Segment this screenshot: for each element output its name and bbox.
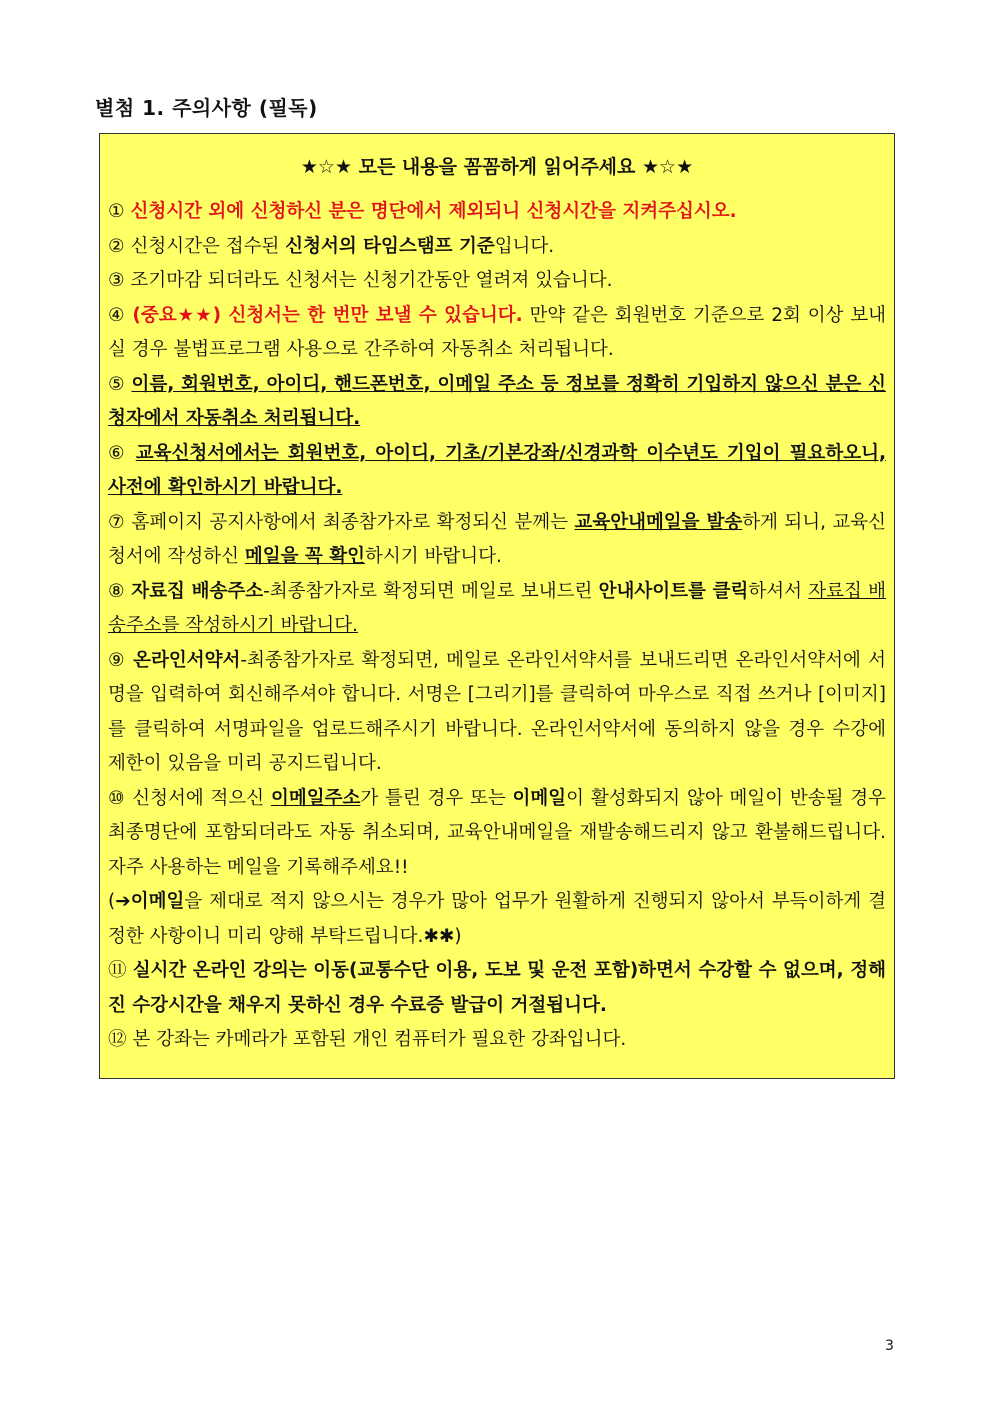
item-emphasis: 신청서의 타임스탬프 기준 xyxy=(285,235,495,257)
item-number: ⑫ xyxy=(108,1029,127,1050)
item-number: ② xyxy=(108,235,125,257)
item-text: 하시기 바랍니다. xyxy=(364,546,502,567)
item-number: ④ xyxy=(108,304,126,326)
note-emphasis: ➔이메일 xyxy=(115,891,185,912)
notice-item-2 xyxy=(108,230,886,265)
item-text: 신청서에 적으신 xyxy=(132,787,271,809)
page-number: 3 xyxy=(885,1338,894,1354)
item-text: -최종참가자로 확정되면 메일로 보내드린 xyxy=(263,580,599,602)
item-text: 가 틀린 경우 또는 xyxy=(360,787,513,809)
item-number: ① xyxy=(108,201,125,222)
item-text: 하셔서 xyxy=(748,580,809,602)
item-text: 입니다. xyxy=(494,235,555,257)
item-text: 하게 되니, 교육신청서에 작성하신 xyxy=(108,511,886,567)
item-emphasis: 안내사이트를 클릭 xyxy=(598,580,749,602)
notice-item-7 xyxy=(108,506,886,575)
item-text: 만약 같은 회원번호 기준으로 2회 이상 보내실 경우 불법프로그램 사용으로 간주하여 자동취소 처리됩니다. xyxy=(108,304,887,360)
item-emphasis: 이메일 xyxy=(512,787,567,809)
note-text: 을 제대로 적지 않으시는 경우가 많아 업무가 원활하게 진행되지 않아서 부득이하게 결정한 사항이니 미리 양해 부탁드립니다.✱✱) xyxy=(108,891,886,947)
notice-note xyxy=(108,885,886,954)
notice-item-11 xyxy=(108,954,886,1023)
item-text: 신청시간 외에 신청하신 분은 명단에서 제외되니 신청시간을 지켜주십시오. xyxy=(130,201,737,222)
item-text: 신청시간은 접수된 xyxy=(130,235,286,257)
item-text: 조기마감 되더라도 신청서는 신청기간동안 열려져 있습니다. xyxy=(130,270,613,291)
item-text: 이 활성화되지 않아 메일이 반송될 경우 최종명단에 포함되더라도 자동 취소되며, 교육안내메일을 재발송해드리지 않고 환불해드립니다. 자주 사용하는 메일을 기록해주세요!! xyxy=(108,787,887,878)
notice-header: ★☆★ 모든 내용을 꼼꼼하게 읽어주세요 ★☆★ xyxy=(300,156,694,178)
notice-item-6 xyxy=(108,437,886,506)
note-text: ( xyxy=(108,891,116,912)
item-text: -최종참가자로 확정되면, 메일로 온라인서약서를 보내드리면 온라인서약서에 서명을 입력하여 회신해주셔야 합니다. 서명은 [그리기]를 클릭하여 마우스로 직접 쓰거나 [이미지]를 클릭하여 서명파일을 업로드해주시기 바랍니다. 온라인서약서에 동의하지 않을 경우 수강에 제한이 있음을 미리 공지드립니다. xyxy=(108,649,886,774)
item-text: 실시간 온라인 강의는 이동(교통수단 이용, 도보 및 운전 포함)하면서 수강할 수 없으며, 정해진 수강시간을 채우지 못하신 경우 수료증 발급이 거절됩니다. xyxy=(108,960,886,1016)
notice-box xyxy=(99,133,895,1079)
item-emphasis: 자료집 배송주소 xyxy=(131,580,264,602)
item-text: 이름, 회원번호, 아이디, 핸드폰번호, 이메일 주소 등 정보를 정확히 기입하지 않으신 분은 신청자에서 자동취소 처리됩니다. xyxy=(108,373,886,429)
item-number: ⑥ xyxy=(108,442,128,464)
notice-item-5 xyxy=(108,368,886,437)
notice-item-3 xyxy=(108,264,886,299)
item-number: ⑧ xyxy=(108,580,125,602)
item-text: 본 강좌는 카메라가 포함된 개인 컴퓨터가 필요한 강좌입니다. xyxy=(132,1029,627,1050)
item-number: ⑦ xyxy=(108,511,126,533)
item-number: ③ xyxy=(108,270,125,291)
item-emphasis: 메일을 꼭 확인 xyxy=(244,546,365,567)
item-number: ⑤ xyxy=(108,373,126,395)
item-underlined: 자료집 배송주소를 작성하시기 바랍니다. xyxy=(108,580,886,636)
item-text: 교육신청서에서는 회원번호, 아이디, 기초/기본강좌/신경과학 이수년도 기입이 필요하오니, 사전에 확인하시기 바랍니다. xyxy=(108,442,886,498)
item-text: 홈페이지 공지사항에서 최종참가자로 확정되신 분께는 xyxy=(131,511,575,533)
notice-body xyxy=(108,195,886,1058)
notice-item-9 xyxy=(108,644,886,782)
item-number: ⑨ xyxy=(108,649,126,671)
notice-item-8 xyxy=(108,575,886,644)
notice-item-4 xyxy=(108,299,886,368)
item-emphasis: 이메일주소 xyxy=(270,787,361,809)
item-number: ⑩ xyxy=(108,787,126,809)
notice-item-12 xyxy=(108,1023,886,1058)
item-emphasis: 교육안내메일을 발송 xyxy=(574,511,743,533)
document-title: 별첨 1. 주의사항 (필독) xyxy=(95,96,318,120)
notice-item-10 xyxy=(108,782,886,886)
item-emphasis: 온라인서약서 xyxy=(133,649,241,671)
item-number: ⑪ xyxy=(108,960,127,981)
notice-item-1 xyxy=(108,195,886,230)
item-emphasis: (중요★★) 신청서는 한 번만 보낼 수 있습니다. xyxy=(132,304,523,326)
